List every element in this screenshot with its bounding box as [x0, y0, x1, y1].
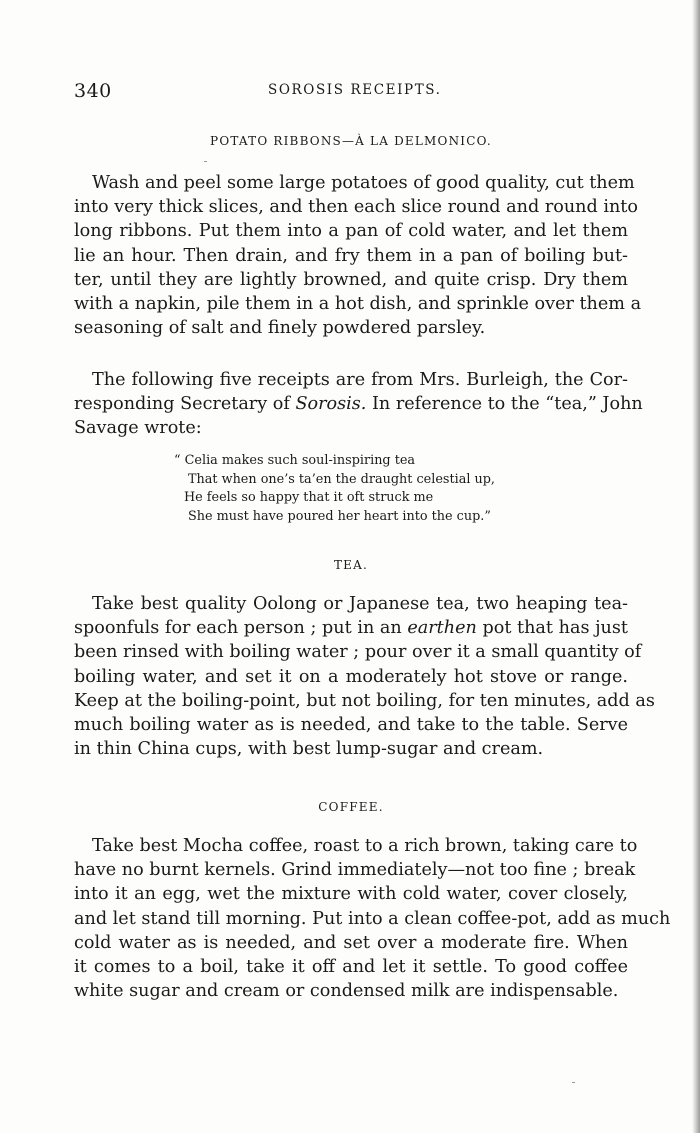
paragraph-line: ter, until they are lightly browned, and quite crisp. Dry them	[74, 269, 628, 290]
line-text: spoonfuls for each person ; put in an	[74, 618, 408, 639]
paragraph-line: Keep at the boiling-point, but not boiling, for ten minutes, add as	[74, 690, 655, 711]
paragraph-line: seasoning of salt and finely powdered parsley.	[74, 318, 486, 339]
line-text: In reference to the “tea,” John	[366, 394, 643, 415]
poem-line: He feels so happy that it oft struck me	[184, 490, 434, 505]
page-number: 340	[74, 80, 112, 102]
paragraph-line: Savage wrote:	[74, 418, 202, 439]
paragraph-line: lie an hour. Then drain, and fry them in a pan of boiling but-	[74, 245, 628, 266]
paragraph-line: with a napkin, pile them in a hot dish, and sprinkle over them a	[74, 294, 642, 315]
paragraph-line: been rinsed with boiling water ; pour over it a small quantity of	[74, 642, 642, 663]
intro-paragraph	[74, 368, 643, 441]
paragraph-line	[74, 392, 643, 416]
paragraph-line: much boiling water as is needed, and take to the table. Serve	[74, 715, 628, 736]
line-text: pot that has just	[476, 618, 628, 639]
paragraph-line: it comes to a boil, take it off and let it settle. To good coffee	[74, 957, 628, 978]
potato-ribbons-heading: POTATO RIBBONS—À LA DELMONICO.	[210, 134, 492, 148]
running-title: SOROSIS RECEIPTS.	[268, 82, 442, 98]
paragraph-line: in thin China cups, with best lump-sugar and cream.	[74, 739, 544, 760]
poem-quotation	[174, 452, 544, 526]
paragraph-line: Take best quality Oolong or Japanese tea, two heaping tea-	[92, 594, 628, 614]
tea-heading: TEA.	[333, 558, 369, 572]
paragraph-line: cold water as is needed, and set over a moderate fire. When	[74, 932, 628, 953]
paragraph-line: boiling water, and set it on a moderately hot stove or range.	[74, 666, 628, 687]
print-speck	[572, 1082, 575, 1083]
italic-word-sorosis: Sorosis.	[295, 394, 367, 415]
potato-ribbons-paragraph	[74, 171, 642, 340]
paragraph-line: The following five receipts are from Mrs. Burleigh, the Cor-	[92, 370, 628, 390]
coffee-heading: COFFEE.	[318, 800, 384, 814]
paragraph-line: white sugar and cream or condensed milk are indispensable.	[74, 981, 619, 1002]
italic-word-earthen: earthen	[407, 618, 477, 639]
paragraph-line: Wash and peel some large potatoes of good quality, cut them	[92, 173, 635, 193]
paragraph-line	[74, 616, 628, 640]
poem-line: That when one’s ta’en the draught celestial up,	[188, 471, 495, 487]
poem-line: “ Celia makes such soul-inspiring tea	[174, 453, 416, 468]
paragraph-line: and let stand till morning. Put into a clean coffee-pot, add as much	[74, 908, 671, 929]
paragraph-line: into very thick slices, and then each slice round and round into	[74, 197, 638, 218]
paragraph-line: into it an egg, wet the mixture with cold water, cover closely,	[74, 884, 628, 905]
paragraph-line: long ribbons. Put them into a pan of cold water, and let them	[74, 221, 628, 242]
print-speck	[204, 161, 207, 162]
running-head	[74, 78, 628, 104]
poem-line: She must have poured her heart into the cup.”	[188, 508, 491, 524]
page-edge-shadow	[692, 0, 700, 1133]
tea-paragraph	[74, 592, 655, 761]
coffee-paragraph	[74, 834, 671, 1003]
paragraph-line: have no burnt kernels. Grind immediately—not too fine ; break	[74, 860, 636, 881]
line-text: responding Secretary of	[74, 394, 296, 415]
paragraph-line: Take best Mocha coffee, roast to a rich brown, taking care to	[92, 836, 638, 856]
